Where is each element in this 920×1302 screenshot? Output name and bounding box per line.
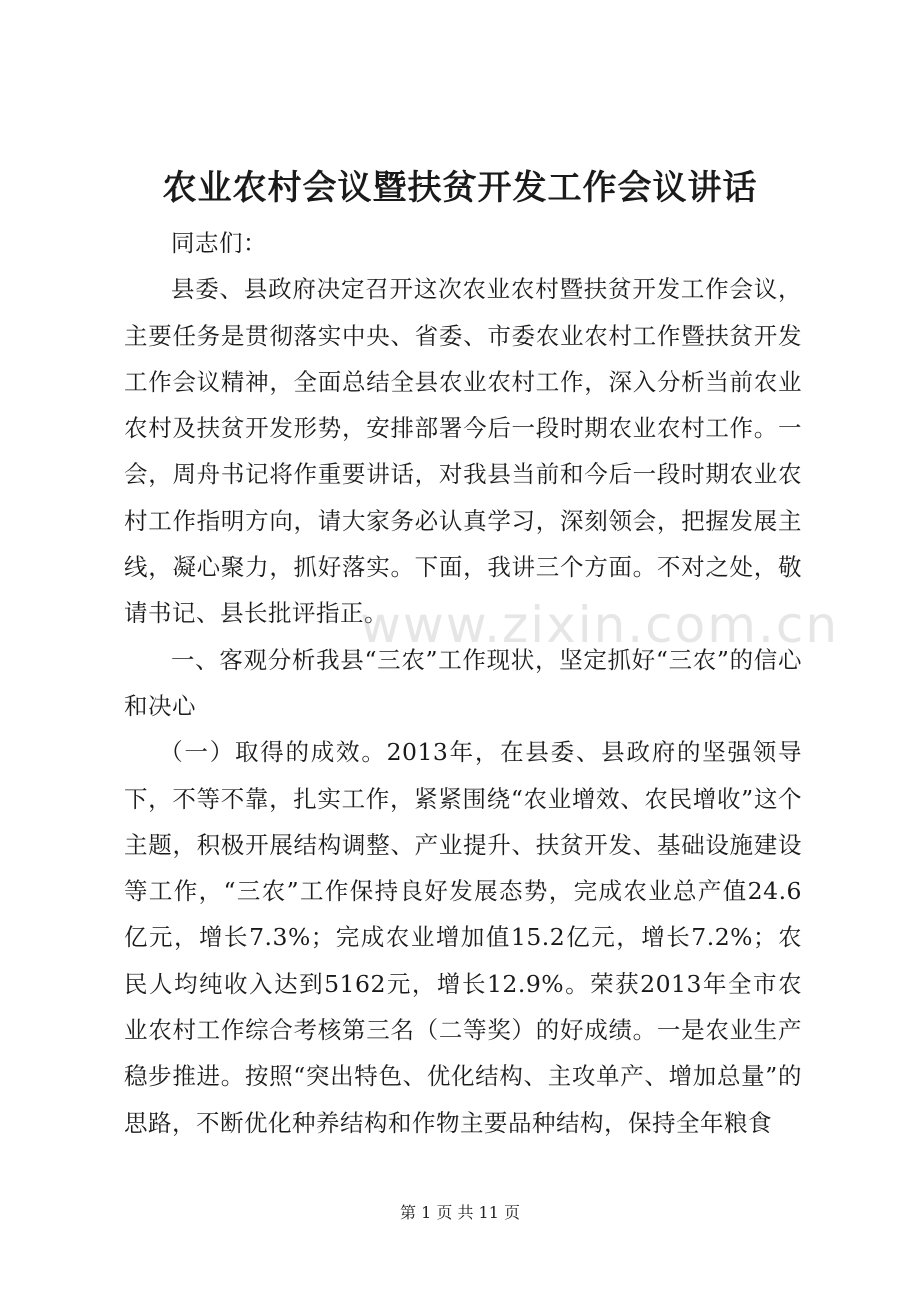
document-title: 农业农村会议暨扶贫开发工作会议讲话: [162, 168, 758, 208]
salutation-paragraph: 同志们：: [171, 229, 267, 257]
page-footer: 第 1 页 共 11 页: [400, 1203, 520, 1222]
subsection-paragraph-1: （一）取得的成效。2013年，在县委、县政府的坚强领导下，不等不靠，扎实工作，紧紧围绕“农业增效、农民增收”这个主题，积极开展结构调整、产业提升、扶贫开发、基础设施建设等工作，“三农”工作保持良好发展态势，完成农业总产值24.6亿元，增长7.3%；完成农业增加值15.2亿元，增长7.2%；农民人均纯收入达到5162元，增长12.9%。荣获2013年全市农业农村工作综合考核第三名（二等奖）的好成绩。一是农业生产稳步推进。按照“突出特色、优化结构、主攻单产、增加总量”的思路，不断优化种养结构和作物主要品种结构，保持全年粮食: [124, 738, 802, 1137]
document-body: [124, 220, 802, 1146]
section-heading-1: 一、客观分析我县“三农”工作现状，坚定抓好“三农”的信心和决心: [124, 645, 802, 720]
intro-paragraph: 县委、县政府决定召开这次农业农村暨扶贫开发工作会议，主要任务是贯彻落实中央、省委、市委农业农村工作暨扶贫开发工作会议精神，全面总结全县农业农村工作，深入分析当前农业农村及扶贫开发形势，安排部署今后一段时期农业农村工作。一会，周舟书记将作重要讲话，对我县当前和今后一段时期农业农村工作指明方向，请大家务必认真学习，深刻领会，把握发展主线，凝心聚力，抓好落实。下面，我讲三个方面。不对之处，敬请书记、县长批评指正。: [124, 275, 802, 628]
watermark: www.zixin.com.cn: [360, 596, 840, 654]
